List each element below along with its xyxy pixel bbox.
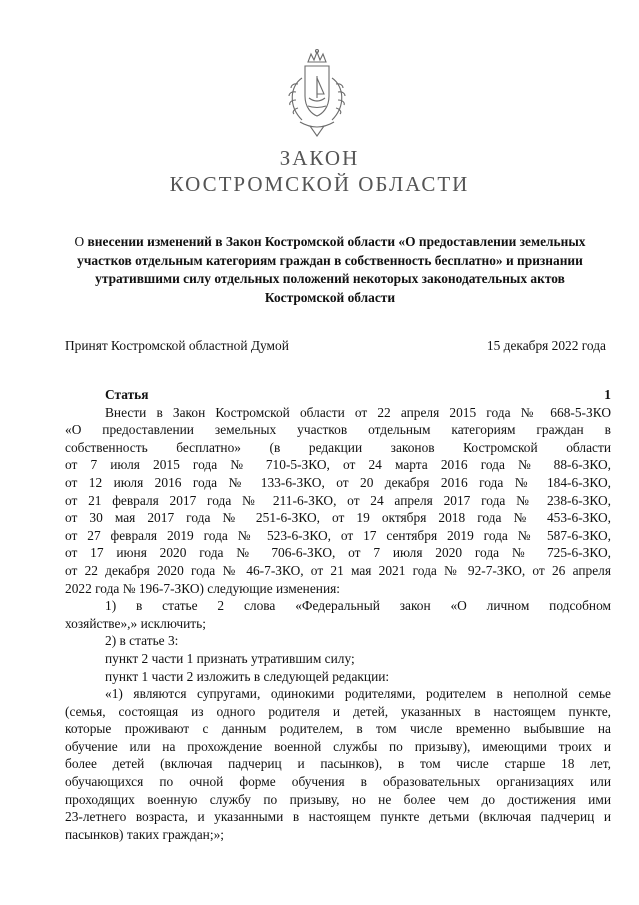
text-line: от 22 декабря 2020 года № 46-7-ЗКО, от 21 мая 2021 года № 92-7-ЗКО, от 26 апреля [65, 562, 611, 578]
text-line: более детей (включая падчериц и пасынков), в том числе старше 18 лет, [65, 756, 611, 772]
text-line: пункт 2 части 1 признать утратившим силу; [105, 650, 355, 666]
text-line: 2) в статье 3: [105, 633, 179, 649]
adoption-date: 15 декабря 2022 года [486, 338, 606, 353]
title-lead: О [74, 234, 88, 249]
title-text: внесении изменений в Закон Костромской области «О предоставлении земельных участков отдельным категориям граждан в собственность бесплатно» и признании утратившими силу отдельных положений некоторых законодательных актов Костромской области [77, 234, 586, 305]
text-line: от 17 июня 2020 года № 706-6-ЗКО, от 7 июля 2020 года № 725-6-ЗКО, [65, 545, 611, 561]
coat-of-arms-emblem [272, 48, 362, 138]
text-line: проходящих военную службу по призыву, но не более чем до достижения ими [65, 791, 611, 807]
text-line: обучение или на прохождение военной службы по призыву), имеющими троих и [65, 738, 611, 754]
text-line: от 21 февраля 2017 года № 211-6-ЗКО, от 24 апреля 2017 года № 238-6-ЗКО, [65, 492, 611, 508]
text-line: пункт 1 части 2 изложить в следующей редакции: [105, 668, 390, 684]
text-line: хозяйстве»,» исключить; [65, 615, 206, 631]
law-heading: ЗАКОН [279, 146, 360, 170]
article-heading: Статья 1 [105, 387, 611, 402]
text-line: 23-летнего возраста, и указанными в настоящем пункте детьми (включая падчериц и [65, 809, 611, 825]
document-title [60, 233, 600, 307]
text-line: 2022 года № 196-7-ЗКО) следующие изменения: [65, 580, 340, 596]
text-line: «О предоставлении земельных участков отдельным категориям граждан в [65, 422, 611, 438]
text-line: которые проживают с данным родителем, в том числе временно выбывшие на [65, 721, 611, 737]
text-line: от 30 мая 2017 года № 251-6-ЗКО, от 19 октября 2018 года № 453-6-ЗКО, [65, 510, 611, 526]
text-line: Внести в Закон Костромской области от 22 апреля 2015 года № 668-5-ЗКО [105, 404, 611, 420]
text-line: «1) являются супругами, одинокими родителями, родителем в неполной семье [105, 686, 611, 702]
text-line: 1) в статье 2 слова «Федеральный закон «О личном подсобном [105, 598, 611, 614]
text-line: от 27 февраля 2019 года № 523-6-ЗКО, от 17 сентября 2019 года № 587-6-ЗКО, [65, 527, 611, 543]
text-line: от 12 июля 2016 года № 133-6-ЗКО, от 20 декабря 2016 года № 184-6-ЗКО, [65, 474, 611, 490]
text-line: обучающихся по очной форме обучения в образовательных организациях или [65, 774, 611, 790]
text-line: от 7 июля 2015 года № 710-5-ЗКО, от 24 марта 2016 года № 88-6-ЗКО, [65, 457, 611, 473]
text-line: (семья, состоящая из одного родителя и детей, указанных в настоящем пункте, [65, 703, 611, 719]
region-heading: КОСТРОМСКОЙ ОБЛАСТИ [169, 172, 470, 196]
text-line: собственность бесплатно» (в редакции законов Костромской области [65, 439, 611, 455]
article-body [65, 386, 611, 843]
adopted-by: Принят Костромской областной Думой [65, 338, 289, 353]
text-line: пасынков) таких граждан;»; [65, 826, 224, 842]
